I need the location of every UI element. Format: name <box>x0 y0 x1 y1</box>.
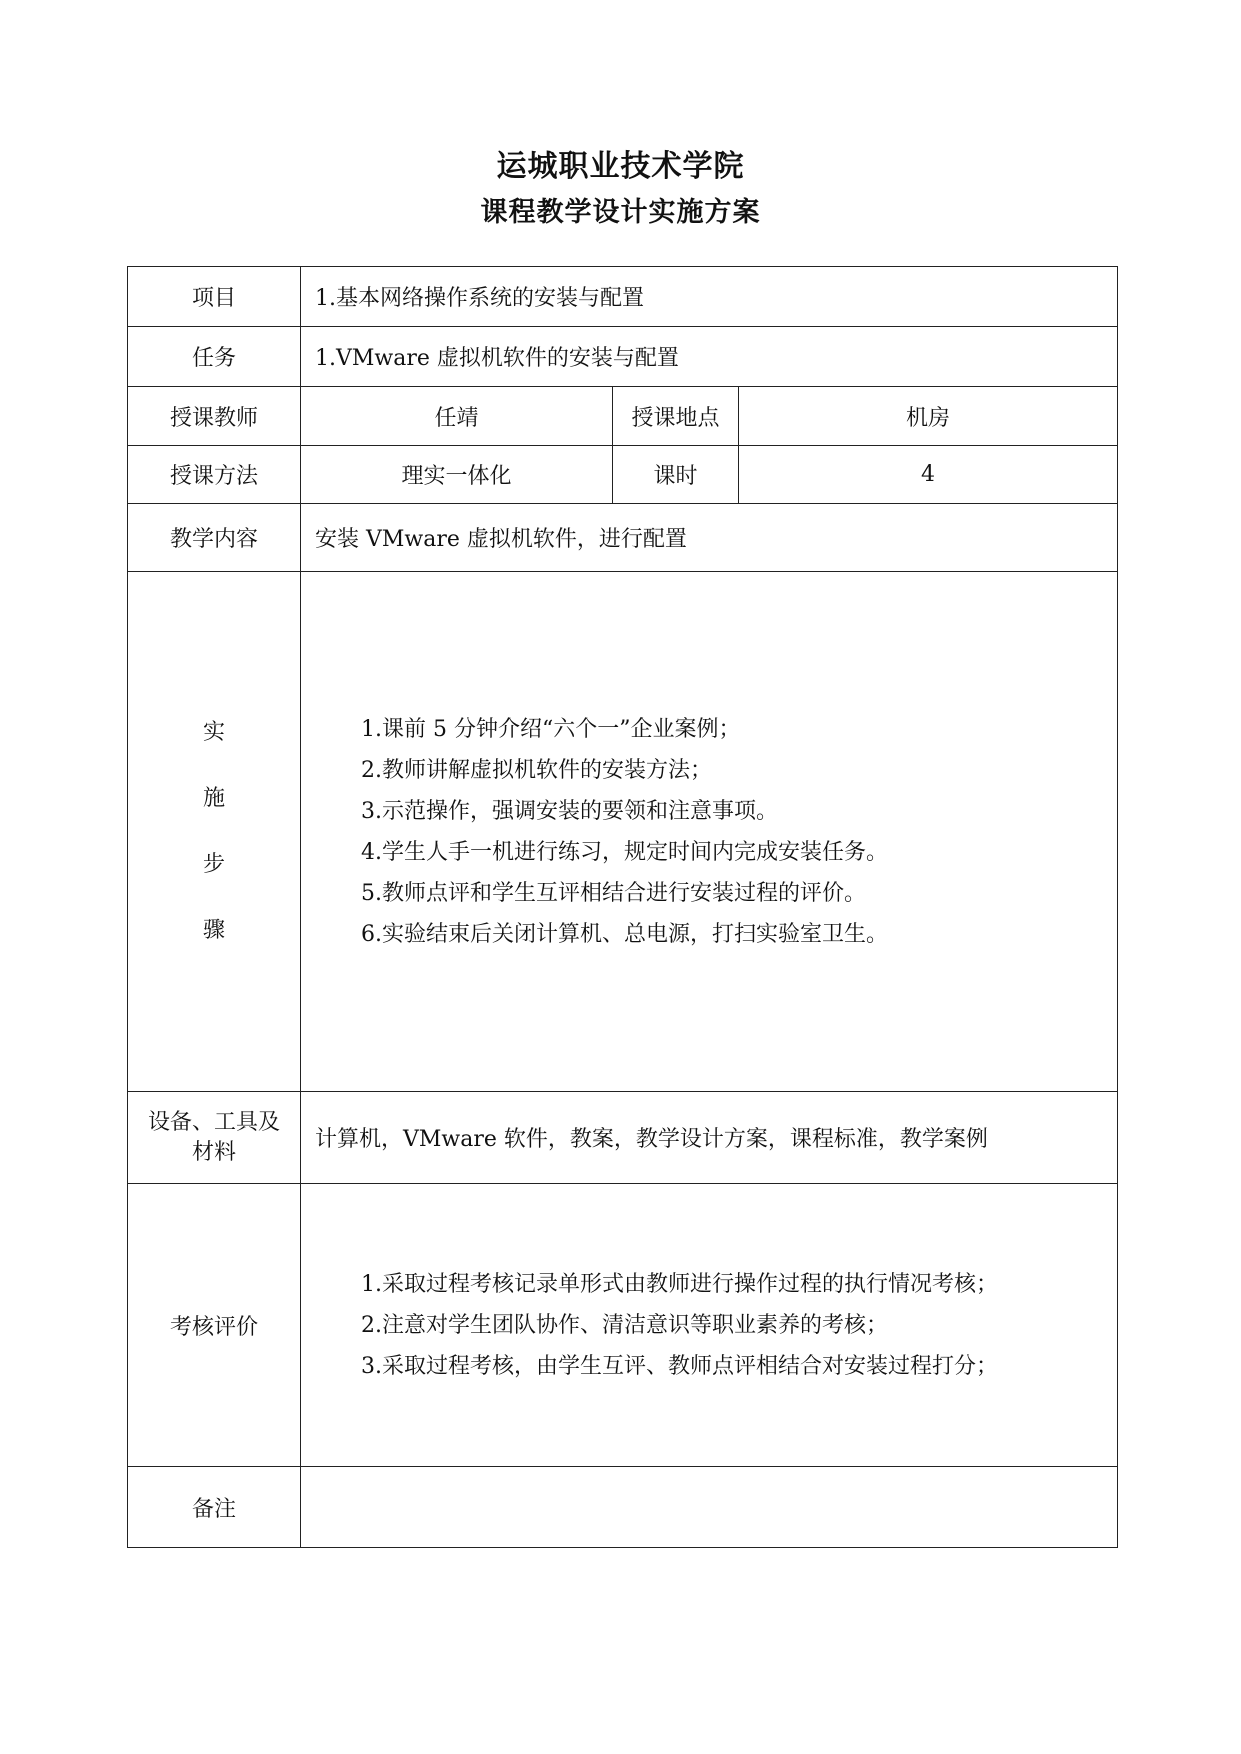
remarks-label: 备注 <box>128 1467 301 1548</box>
step-item: 2.教师讲解虚拟机软件的安装方法； <box>361 757 712 783</box>
step-item: 1.课前 5 分钟介绍“六个一”企业案例； <box>361 716 741 742</box>
steps-label-char: 施 <box>202 785 225 811</box>
document-title: 课程教学设计实施方案 <box>480 197 761 228</box>
row-task <box>128 327 1118 387</box>
steps-label-char: 实 <box>202 719 225 745</box>
teacher-label: 授课教师 <box>128 387 301 446</box>
assessment-item: 1.采取过程考核记录单形式由教师进行操作过程的执行情况考核； <box>361 1271 998 1297</box>
row-project <box>128 267 1118 327</box>
row-equipment <box>128 1092 1118 1184</box>
equipment-label <box>128 1092 301 1184</box>
location-value: 机房 <box>739 387 1118 446</box>
row-content <box>128 504 1118 572</box>
equipment-value: 计算机，VMware 软件，教案，教学设计方案，课程标准，教学案例 <box>301 1092 1118 1184</box>
assessment-label: 考核评价 <box>128 1184 301 1467</box>
step-item: 5.教师点评和学生互评相结合进行安装过程的评价。 <box>361 880 866 906</box>
title-block <box>0 146 1241 232</box>
method-label: 授课方法 <box>128 446 301 504</box>
teacher-value: 任靖 <box>301 387 613 446</box>
location-label: 授课地点 <box>613 387 739 446</box>
row-steps <box>128 572 1118 1092</box>
steps-label-char: 步 <box>202 851 225 877</box>
equipment-label-line: 材料 <box>191 1139 236 1165</box>
assessment-value <box>301 1184 1118 1467</box>
step-item: 3.示范操作，强调安装的要领和注意事项。 <box>361 798 778 824</box>
steps-label <box>128 572 301 1092</box>
project-label: 项目 <box>128 267 301 327</box>
school-name: 运城职业技术学院 <box>496 149 745 184</box>
task-value: 1.VMware 虚拟机软件的安装与配置 <box>301 327 1118 387</box>
hours-label: 课时 <box>613 446 739 504</box>
steps-value <box>301 572 1118 1092</box>
equipment-label-line: 设备、工具及 <box>147 1109 280 1135</box>
step-item: 6.实验结束后关闭计算机、总电源，打扫实验室卫生。 <box>361 921 888 947</box>
content-value: 安装 VMware 虚拟机软件，进行配置 <box>301 504 1118 572</box>
assessment-item: 2.注意对学生团队协作、清洁意识等职业素养的考核； <box>361 1312 888 1338</box>
step-item: 4.学生人手一机进行练习，规定时间内完成安装任务。 <box>361 839 888 865</box>
project-value: 1.基本网络操作系统的安装与配置 <box>301 267 1118 327</box>
content-label: 教学内容 <box>128 504 301 572</box>
course-plan-table <box>127 266 1118 1548</box>
row-remarks <box>128 1467 1118 1548</box>
assessment-list <box>315 1264 1103 1387</box>
steps-label-char: 骤 <box>202 917 225 943</box>
row-method-hours <box>128 446 1118 504</box>
assessment-item: 3.采取过程考核，由学生互评、教师点评相结合对安装过程打分； <box>361 1353 998 1379</box>
steps-list <box>315 709 1103 955</box>
remarks-value <box>301 1467 1118 1548</box>
task-label: 任务 <box>128 327 301 387</box>
hours-value: 4 <box>739 446 1118 504</box>
row-assessment <box>128 1184 1118 1467</box>
method-value: 理实一体化 <box>301 446 613 504</box>
row-teacher-location <box>128 387 1118 446</box>
